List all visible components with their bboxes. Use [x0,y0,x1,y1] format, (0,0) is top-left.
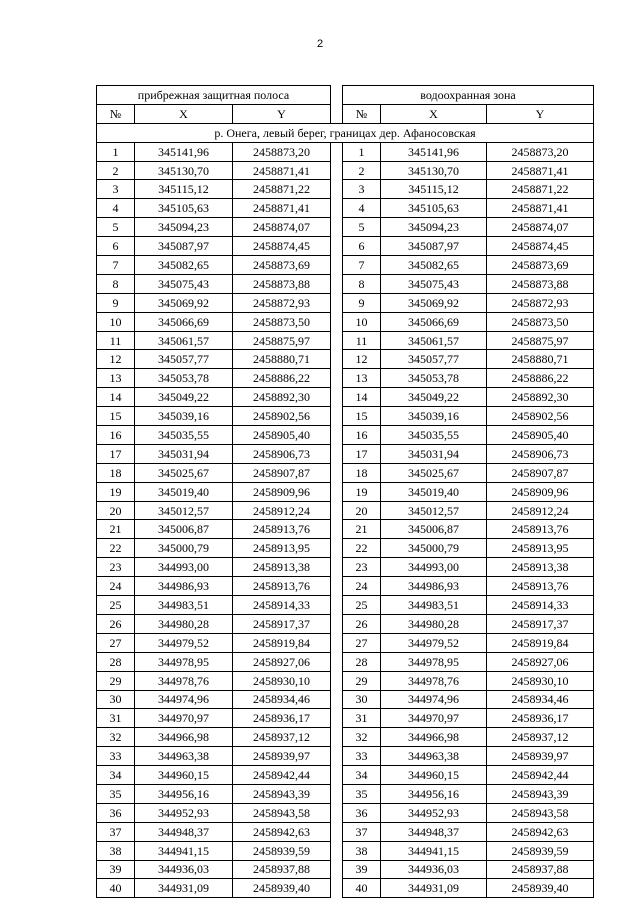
coord-x: 345039,16 [135,407,233,426]
table-row [97,747,594,766]
coord-x: 344983,51 [135,596,233,615]
point-number: 15 [343,407,381,426]
coord-x: 344986,93 [135,577,233,596]
point-number: 5 [97,218,135,237]
coord-x: 344986,93 [381,577,487,596]
coord-y: 2458874,45 [233,237,331,256]
coord-y: 2458912,24 [487,501,594,520]
coord-x: 345025,67 [135,463,233,482]
point-number: 10 [343,312,381,331]
point-number: 39 [97,860,135,879]
coord-y: 2458880,71 [487,350,594,369]
water-protection-zone-title: водоохранная зона [343,86,594,105]
coord-x: 345035,55 [135,426,233,445]
coord-x: 345141,96 [381,142,487,161]
coord-x: 344983,51 [381,596,487,615]
point-number: 25 [343,596,381,615]
coord-x: 345061,57 [381,331,487,350]
coord-y: 2458880,71 [233,350,331,369]
table-row [97,256,594,275]
point-number: 7 [97,256,135,275]
coord-y: 2458913,38 [233,558,331,577]
coord-x: 345000,79 [135,539,233,558]
coord-x: 345035,55 [381,426,487,445]
coord-y: 2458886,22 [233,369,331,388]
point-number: 38 [97,841,135,860]
coord-x: 344978,95 [135,652,233,671]
coord-y: 2458914,33 [487,596,594,615]
table-row [97,652,594,671]
point-number: 24 [97,577,135,596]
table-row [97,690,594,709]
point-number: 22 [343,539,381,558]
coord-y: 2458892,30 [233,388,331,407]
coord-x: 344978,76 [381,671,487,690]
coord-y: 2458943,58 [233,803,331,822]
coord-y: 2458927,06 [233,652,331,671]
table-row [97,199,594,218]
point-number: 23 [343,558,381,577]
coord-x: 344966,98 [135,728,233,747]
coord-y: 2458872,93 [233,293,331,312]
coord-x: 345094,23 [135,218,233,237]
coord-y: 2458875,97 [233,331,331,350]
point-number: 17 [97,444,135,463]
coord-y: 2458873,88 [233,274,331,293]
point-number: 21 [343,520,381,539]
point-number: 36 [343,803,381,822]
coord-x: 345069,92 [135,293,233,312]
point-number: 14 [343,388,381,407]
point-number: 9 [343,293,381,312]
coord-x: 345066,69 [135,312,233,331]
point-number: 27 [97,633,135,652]
coord-y: 2458905,40 [233,426,331,445]
coord-y: 2458943,39 [487,784,594,803]
table-row [97,161,594,180]
coord-x: 344952,93 [135,803,233,822]
table-row [97,426,594,445]
coord-x: 345053,78 [135,369,233,388]
point-number: 37 [343,822,381,841]
coord-x: 345049,22 [135,388,233,407]
point-number: 27 [343,633,381,652]
column-header-x: X [381,104,487,123]
point-number: 30 [97,690,135,709]
coord-y: 2458942,44 [233,766,331,785]
coord-x: 344980,28 [381,614,487,633]
coord-y: 2458943,39 [233,784,331,803]
coord-x: 345105,63 [135,199,233,218]
point-number: 24 [343,577,381,596]
coord-x: 345082,65 [381,256,487,275]
table-row [97,784,594,803]
coord-x: 345061,57 [135,331,233,350]
point-number: 2 [97,161,135,180]
coord-y: 2458942,63 [233,822,331,841]
coord-y: 2458939,59 [487,841,594,860]
coord-x: 344960,15 [381,766,487,785]
coord-x: 345053,78 [381,369,487,388]
table-row [97,274,594,293]
table-row [97,860,594,879]
coord-x: 345006,87 [381,520,487,539]
coord-x: 345019,40 [381,482,487,501]
point-number: 22 [97,539,135,558]
coord-y: 2458873,50 [233,312,331,331]
point-number: 33 [343,747,381,766]
table-row [97,766,594,785]
coord-x: 344936,03 [135,860,233,879]
point-number: 16 [97,426,135,445]
column-header-y: Y [487,104,594,123]
coord-x: 344941,15 [135,841,233,860]
point-number: 26 [97,614,135,633]
coord-y: 2458913,76 [487,520,594,539]
table-row [97,444,594,463]
coord-y: 2458871,41 [487,161,594,180]
coord-y: 2458886,22 [487,369,594,388]
coord-y: 2458939,97 [233,747,331,766]
point-number: 18 [343,463,381,482]
point-number: 3 [97,180,135,199]
coord-x: 344980,28 [135,614,233,633]
table-row [97,709,594,728]
table-row [97,596,594,615]
coord-x: 344979,52 [381,633,487,652]
coord-y: 2458913,76 [233,577,331,596]
table-row [97,671,594,690]
table-row [97,539,594,558]
coord-x: 344931,09 [381,879,487,898]
coord-x: 345031,94 [381,444,487,463]
coord-x: 344974,96 [381,690,487,709]
coord-y: 2458937,12 [233,728,331,747]
coord-x: 345115,12 [135,180,233,199]
coord-y: 2458905,40 [487,426,594,445]
point-number: 16 [343,426,381,445]
coord-y: 2458874,07 [233,218,331,237]
point-number: 37 [97,822,135,841]
coord-x: 345000,79 [381,539,487,558]
coord-y: 2458902,56 [233,407,331,426]
point-number: 9 [97,293,135,312]
coord-x: 344978,95 [381,652,487,671]
coord-x: 344963,38 [135,747,233,766]
coord-y: 2458942,63 [487,822,594,841]
coord-x: 345069,92 [381,293,487,312]
table-row [97,482,594,501]
point-number: 12 [97,350,135,369]
coord-y: 2458934,46 [487,690,594,709]
coord-y: 2458871,22 [233,180,331,199]
point-number: 32 [97,728,135,747]
point-number: 33 [97,747,135,766]
table-row [97,803,594,822]
coord-y: 2458927,06 [487,652,594,671]
point-number: 28 [97,652,135,671]
coord-y: 2458875,97 [487,331,594,350]
point-number: 13 [97,369,135,388]
coord-y: 2458873,20 [233,142,331,161]
coord-y: 2458913,95 [233,539,331,558]
point-number: 20 [343,501,381,520]
coord-y: 2458872,93 [487,293,594,312]
point-number: 11 [343,331,381,350]
point-number: 36 [97,803,135,822]
coord-x: 345075,43 [135,274,233,293]
coord-x: 345031,94 [135,444,233,463]
coord-x: 344936,03 [381,860,487,879]
coord-x: 345066,69 [381,312,487,331]
point-number: 21 [97,520,135,539]
coord-x: 344974,96 [135,690,233,709]
coordinates-table [96,85,594,898]
coord-y: 2458871,41 [233,161,331,180]
coord-y: 2458913,76 [233,520,331,539]
coord-x: 345049,22 [381,388,487,407]
table-row [97,407,594,426]
coord-x: 345094,23 [381,218,487,237]
coord-x: 344970,97 [381,709,487,728]
point-number: 13 [343,369,381,388]
coord-y: 2458913,38 [487,558,594,577]
point-number: 26 [343,614,381,633]
coord-y: 2458914,33 [233,596,331,615]
point-number: 29 [97,671,135,690]
coord-y: 2458939,40 [233,879,331,898]
column-header-y: Y [233,104,331,123]
coord-y: 2458936,17 [233,709,331,728]
point-number: 11 [97,331,135,350]
coord-y: 2458913,95 [487,539,594,558]
table-row [97,558,594,577]
table-row [97,350,594,369]
page-number: 2 [316,38,324,50]
coord-y: 2458871,22 [487,180,594,199]
coord-y: 2458919,84 [487,633,594,652]
point-number: 7 [343,256,381,275]
point-number: 6 [343,237,381,256]
coord-x: 345025,67 [381,463,487,482]
coord-x: 344993,00 [381,558,487,577]
coord-y: 2458936,17 [487,709,594,728]
table-row [97,520,594,539]
point-number: 15 [97,407,135,426]
coord-x: 345082,65 [135,256,233,275]
coord-y: 2458874,07 [487,218,594,237]
table-row [97,369,594,388]
point-number: 31 [97,709,135,728]
point-number: 19 [343,482,381,501]
coord-x: 345006,87 [135,520,233,539]
coord-x: 344979,52 [135,633,233,652]
coord-x: 344966,98 [381,728,487,747]
point-number: 8 [343,274,381,293]
coord-x: 344963,38 [381,747,487,766]
table-row [97,331,594,350]
column-header-x: X [135,104,233,123]
coord-y: 2458912,24 [233,501,331,520]
point-number: 18 [97,463,135,482]
coord-x: 345057,77 [135,350,233,369]
point-number: 12 [343,350,381,369]
coord-x: 345019,40 [135,482,233,501]
coastal-strip-title: прибрежная защитная полоса [97,86,331,105]
table-row [97,501,594,520]
coord-y: 2458873,20 [487,142,594,161]
coord-x: 344960,15 [135,766,233,785]
coord-y: 2458943,58 [487,803,594,822]
point-number: 3 [343,180,381,199]
point-number: 29 [343,671,381,690]
coord-x: 344948,37 [135,822,233,841]
point-number: 28 [343,652,381,671]
point-number: 6 [97,237,135,256]
coord-y: 2458919,84 [233,633,331,652]
coord-y: 2458930,10 [233,671,331,690]
coord-x: 345130,70 [135,161,233,180]
table-row [97,728,594,747]
table-row [97,841,594,860]
coord-y: 2458909,96 [233,482,331,501]
coord-y: 2458873,88 [487,274,594,293]
coord-y: 2458892,30 [487,388,594,407]
point-number: 19 [97,482,135,501]
point-number: 20 [97,501,135,520]
coord-x: 344993,00 [135,558,233,577]
coord-x: 345075,43 [381,274,487,293]
table-row [97,142,594,161]
coord-x: 345105,63 [381,199,487,218]
coord-y: 2458937,88 [233,860,331,879]
table-row [97,388,594,407]
point-number: 34 [97,766,135,785]
coord-x: 345130,70 [381,161,487,180]
coord-x: 345012,57 [381,501,487,520]
coord-y: 2458874,45 [487,237,594,256]
coord-x: 345115,12 [381,180,487,199]
table-row [97,218,594,237]
coord-x: 344970,97 [135,709,233,728]
column-header-number: № [343,104,381,123]
coord-x: 344952,93 [381,803,487,822]
table-row [97,180,594,199]
coord-y: 2458937,12 [487,728,594,747]
table-row [97,577,594,596]
coord-y: 2458902,56 [487,407,594,426]
point-number: 8 [97,274,135,293]
coord-x: 344956,16 [135,784,233,803]
table-row [97,633,594,652]
coord-y: 2458873,69 [487,256,594,275]
point-number: 25 [97,596,135,615]
coordinates-rows [97,142,594,898]
coord-y: 2458907,87 [233,463,331,482]
coord-y: 2458939,97 [487,747,594,766]
table-row [97,312,594,331]
coord-y: 2458917,37 [487,614,594,633]
coord-y: 2458937,88 [487,860,594,879]
coord-y: 2458939,40 [487,879,594,898]
table-row [97,237,594,256]
coord-x: 345039,16 [381,407,487,426]
coord-x: 344978,76 [135,671,233,690]
point-number: 4 [343,199,381,218]
point-number: 40 [343,879,381,898]
coord-x: 344931,09 [135,879,233,898]
point-number: 1 [97,142,135,161]
point-number: 5 [343,218,381,237]
coord-y: 2458873,69 [233,256,331,275]
point-number: 38 [343,841,381,860]
coord-y: 2458939,59 [233,841,331,860]
coord-y: 2458909,96 [487,482,594,501]
coord-x: 345087,97 [135,237,233,256]
point-number: 35 [97,784,135,803]
coord-y: 2458906,73 [233,444,331,463]
point-number: 14 [97,388,135,407]
point-number: 35 [343,784,381,803]
point-number: 2 [343,161,381,180]
point-number: 23 [97,558,135,577]
coord-y: 2458934,46 [233,690,331,709]
point-number: 32 [343,728,381,747]
coord-y: 2458907,87 [487,463,594,482]
coord-y: 2458871,41 [233,199,331,218]
table-row [97,463,594,482]
table-row [97,614,594,633]
point-number: 1 [343,142,381,161]
coord-y: 2458906,73 [487,444,594,463]
coord-y: 2458871,41 [487,199,594,218]
coord-x: 344941,15 [381,841,487,860]
table-row [97,293,594,312]
coord-x: 345012,57 [135,501,233,520]
point-number: 40 [97,879,135,898]
coord-y: 2458913,76 [487,577,594,596]
point-number: 10 [97,312,135,331]
point-number: 31 [343,709,381,728]
coord-y: 2458873,50 [487,312,594,331]
point-number: 17 [343,444,381,463]
coord-x: 345087,97 [381,237,487,256]
coord-y: 2458942,44 [487,766,594,785]
column-header-number: № [97,104,135,123]
table-row [97,879,594,898]
coord-x: 344948,37 [381,822,487,841]
point-number: 30 [343,690,381,709]
coord-x: 345057,77 [381,350,487,369]
coord-x: 344956,16 [381,784,487,803]
section-title: р. Онега, левый берег, границах дер. Афаносовская [97,123,594,142]
point-number: 39 [343,860,381,879]
point-number: 4 [97,199,135,218]
point-number: 34 [343,766,381,785]
coord-x: 345141,96 [135,142,233,161]
coord-y: 2458917,37 [233,614,331,633]
coord-y: 2458930,10 [487,671,594,690]
table-row [97,822,594,841]
